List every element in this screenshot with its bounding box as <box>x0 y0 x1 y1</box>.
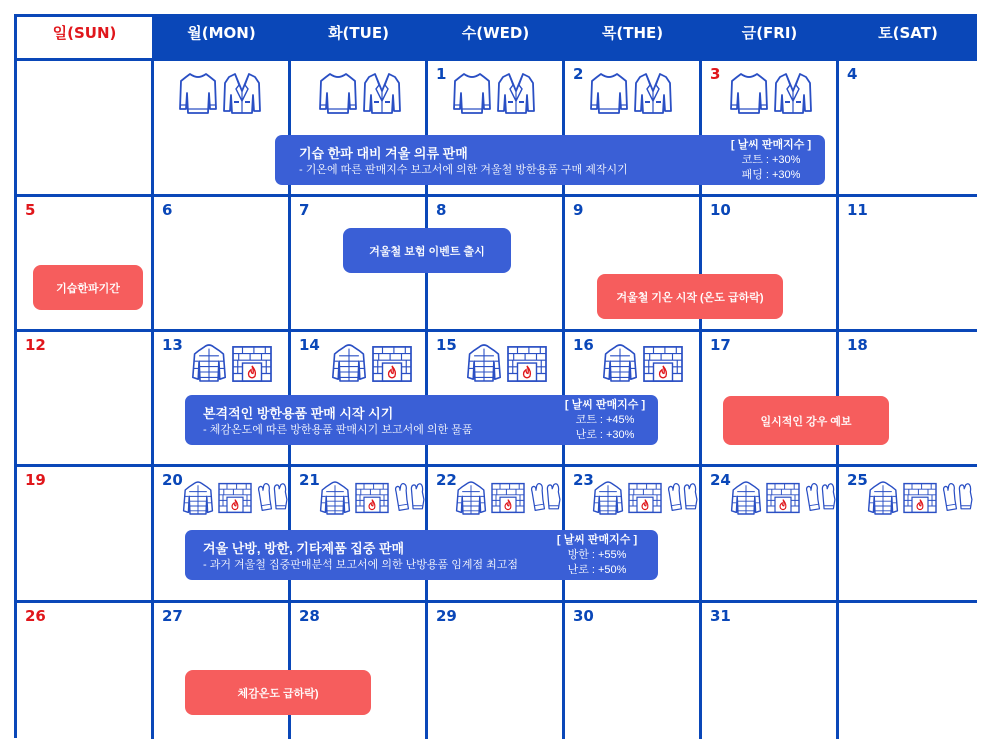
padded-jacket-icon <box>867 479 899 517</box>
day-number: 17 <box>710 336 731 354</box>
sales-index-item: 난로 : +30% <box>575 429 635 441</box>
sweater-icon <box>729 71 769 115</box>
day-cell-12[interactable] <box>17 332 154 467</box>
mittens-icon <box>256 482 290 514</box>
mittens-icon <box>804 482 838 514</box>
sales-index-item: 코트 : +45% <box>575 414 635 426</box>
day-number: 29 <box>436 607 457 625</box>
day-number: 16 <box>573 336 594 354</box>
day-number: 1 <box>436 65 447 83</box>
coat-icon <box>773 71 813 115</box>
day-cell-26[interactable] <box>17 603 154 739</box>
event-warm-insurance[interactable]: 겨울철 보험 이벤트 출시 <box>343 228 511 273</box>
fireplace-icon <box>765 482 801 514</box>
winter-icons <box>191 342 273 384</box>
mittens-icon <box>393 482 427 514</box>
winter-icons <box>602 342 684 384</box>
winter-icons <box>592 479 700 517</box>
coat-icon <box>222 71 262 115</box>
day-number: 14 <box>299 336 320 354</box>
day-number: 7 <box>299 201 310 219</box>
day-cell-24[interactable] <box>702 467 839 603</box>
event-rain-forecast[interactable]: 일시적인 강우 예보 <box>723 396 889 445</box>
event-feel-temp-drop[interactable]: 체감온도 급하락) <box>185 670 371 715</box>
weekday-thu: 목(THE) <box>565 17 702 61</box>
day-number: 13 <box>162 336 183 354</box>
weekday-mon: 월(MON) <box>154 17 291 61</box>
day-cell-empty[interactable] <box>17 61 154 197</box>
day-number: 6 <box>162 201 173 219</box>
fireplace-icon <box>217 482 253 514</box>
winter-icons <box>455 479 563 517</box>
day-number: 2 <box>573 65 584 83</box>
padded-jacket-icon <box>182 479 214 517</box>
padded-jacket-icon <box>602 342 638 384</box>
sweater-icon <box>318 71 358 115</box>
day-number: 12 <box>25 336 46 354</box>
day-cell-4[interactable] <box>839 61 977 197</box>
padded-jacket-icon <box>466 342 502 384</box>
sales-index-item: 방한 : +55% <box>567 549 627 561</box>
day-number: 26 <box>25 607 46 625</box>
fireplace-icon <box>902 482 938 514</box>
weekday-wed: 수(WED) <box>428 17 565 61</box>
fireplace-icon <box>627 482 663 514</box>
fireplace-icon <box>231 345 273 383</box>
fireplace-icon <box>371 345 413 383</box>
day-number: 27 <box>162 607 183 625</box>
day-number: 23 <box>573 471 594 489</box>
day-number: 5 <box>25 201 36 219</box>
day-number: 20 <box>162 471 183 489</box>
sales-index-item: 난로 : +50% <box>567 564 627 576</box>
winter-icons <box>182 479 290 517</box>
sales-index-item: 패딩 : +30% <box>741 169 801 181</box>
day-number: 30 <box>573 607 594 625</box>
weekday-fri: 금(FRI) <box>702 17 839 61</box>
day-number: 24 <box>710 471 731 489</box>
day-cell-11[interactable] <box>839 197 977 332</box>
day-cell-empty[interactable] <box>154 61 291 197</box>
sweater-icon <box>589 71 629 115</box>
clothing-icons <box>178 71 262 115</box>
sales-index-item: 코트 : +30% <box>741 154 801 166</box>
coat-icon <box>496 71 536 115</box>
day-cell-empty[interactable] <box>839 603 977 739</box>
sales-index <box>547 533 647 578</box>
day-number: 22 <box>436 471 457 489</box>
day-number: 15 <box>436 336 457 354</box>
event-desc: - 기온에 따른 판매지수 보고서에 의한 겨울철 방한용품 구매 제작시기 <box>299 164 628 176</box>
clothing-icons <box>318 71 402 115</box>
event-title: 기습 한파 대비 겨울 의류 판매 <box>299 146 468 161</box>
padded-jacket-icon <box>319 479 351 517</box>
sales-index-title: [ 날씨 판매지수 ] <box>730 139 812 151</box>
event-title: 겨울 난방, 방한, 기타제품 집중 판매 <box>203 541 405 556</box>
day-cell-25[interactable] <box>839 467 977 603</box>
event-winter-goods[interactable] <box>185 395 658 445</box>
event-desc: - 체감온도에 따른 방한용품 판매시기 보고서에 의한 물품 <box>203 424 473 436</box>
day-number: 10 <box>710 201 731 219</box>
padded-jacket-icon <box>455 479 487 517</box>
sweater-icon <box>452 71 492 115</box>
weekday-sun: 일(SUN) <box>17 17 154 61</box>
day-number: 9 <box>573 201 584 219</box>
fireplace-icon <box>506 345 548 383</box>
day-number: 19 <box>25 471 46 489</box>
coat-icon <box>362 71 402 115</box>
weekday-tue: 화(TUE) <box>291 17 428 61</box>
event-winter-clothes[interactable] <box>275 135 825 185</box>
clothing-icons <box>729 71 813 115</box>
day-cell-30[interactable] <box>565 603 702 739</box>
day-number: 25 <box>847 471 868 489</box>
winter-icons <box>730 479 838 517</box>
sales-index <box>721 138 821 183</box>
padded-jacket-icon <box>191 342 227 384</box>
weekday-sat: 토(SAT) <box>839 17 977 61</box>
event-cold-period[interactable]: 기습한파기간 <box>33 265 143 310</box>
fireplace-icon <box>354 482 390 514</box>
sweater-icon <box>178 71 218 115</box>
event-title: 본격적인 방한용품 판매 시작 시기 <box>203 406 394 421</box>
mittens-icon <box>529 482 563 514</box>
day-number: 18 <box>847 336 868 354</box>
winter-icons <box>319 479 427 517</box>
calendar-grid <box>14 14 977 738</box>
winter-icons <box>331 342 413 384</box>
event-desc: - 과거 겨울철 집중판매분석 보고서에 의한 난방용품 임계점 최고점 <box>203 559 519 571</box>
padded-jacket-icon <box>331 342 367 384</box>
coat-icon <box>633 71 673 115</box>
event-heating-sale[interactable] <box>185 530 658 580</box>
clothing-icons <box>589 71 673 115</box>
sales-index <box>555 398 655 443</box>
padded-jacket-icon <box>730 479 762 517</box>
day-number: 4 <box>847 65 858 83</box>
winter-icons <box>466 342 548 384</box>
mittens-icon <box>941 482 975 514</box>
day-cell-6[interactable] <box>154 197 291 332</box>
day-number: 21 <box>299 471 320 489</box>
day-cell-31[interactable] <box>702 603 839 739</box>
mittens-icon <box>666 482 700 514</box>
padded-jacket-icon <box>592 479 624 517</box>
day-number: 8 <box>436 201 447 219</box>
clothing-icons <box>452 71 536 115</box>
sales-index-title: [ 날씨 판매지수 ] <box>556 534 638 546</box>
day-cell-29[interactable] <box>428 603 565 739</box>
day-number: 11 <box>847 201 868 219</box>
fireplace-icon <box>490 482 526 514</box>
sales-index-title: [ 날씨 판매지수 ] <box>564 399 646 411</box>
fireplace-icon <box>642 345 684 383</box>
event-temp-drop[interactable]: 겨울철 기온 시작 (온도 급하락) <box>597 274 783 319</box>
day-cell-19[interactable] <box>17 467 154 603</box>
winter-icons <box>867 479 975 517</box>
day-number: 3 <box>710 65 721 83</box>
day-number: 31 <box>710 607 731 625</box>
day-number: 28 <box>299 607 320 625</box>
